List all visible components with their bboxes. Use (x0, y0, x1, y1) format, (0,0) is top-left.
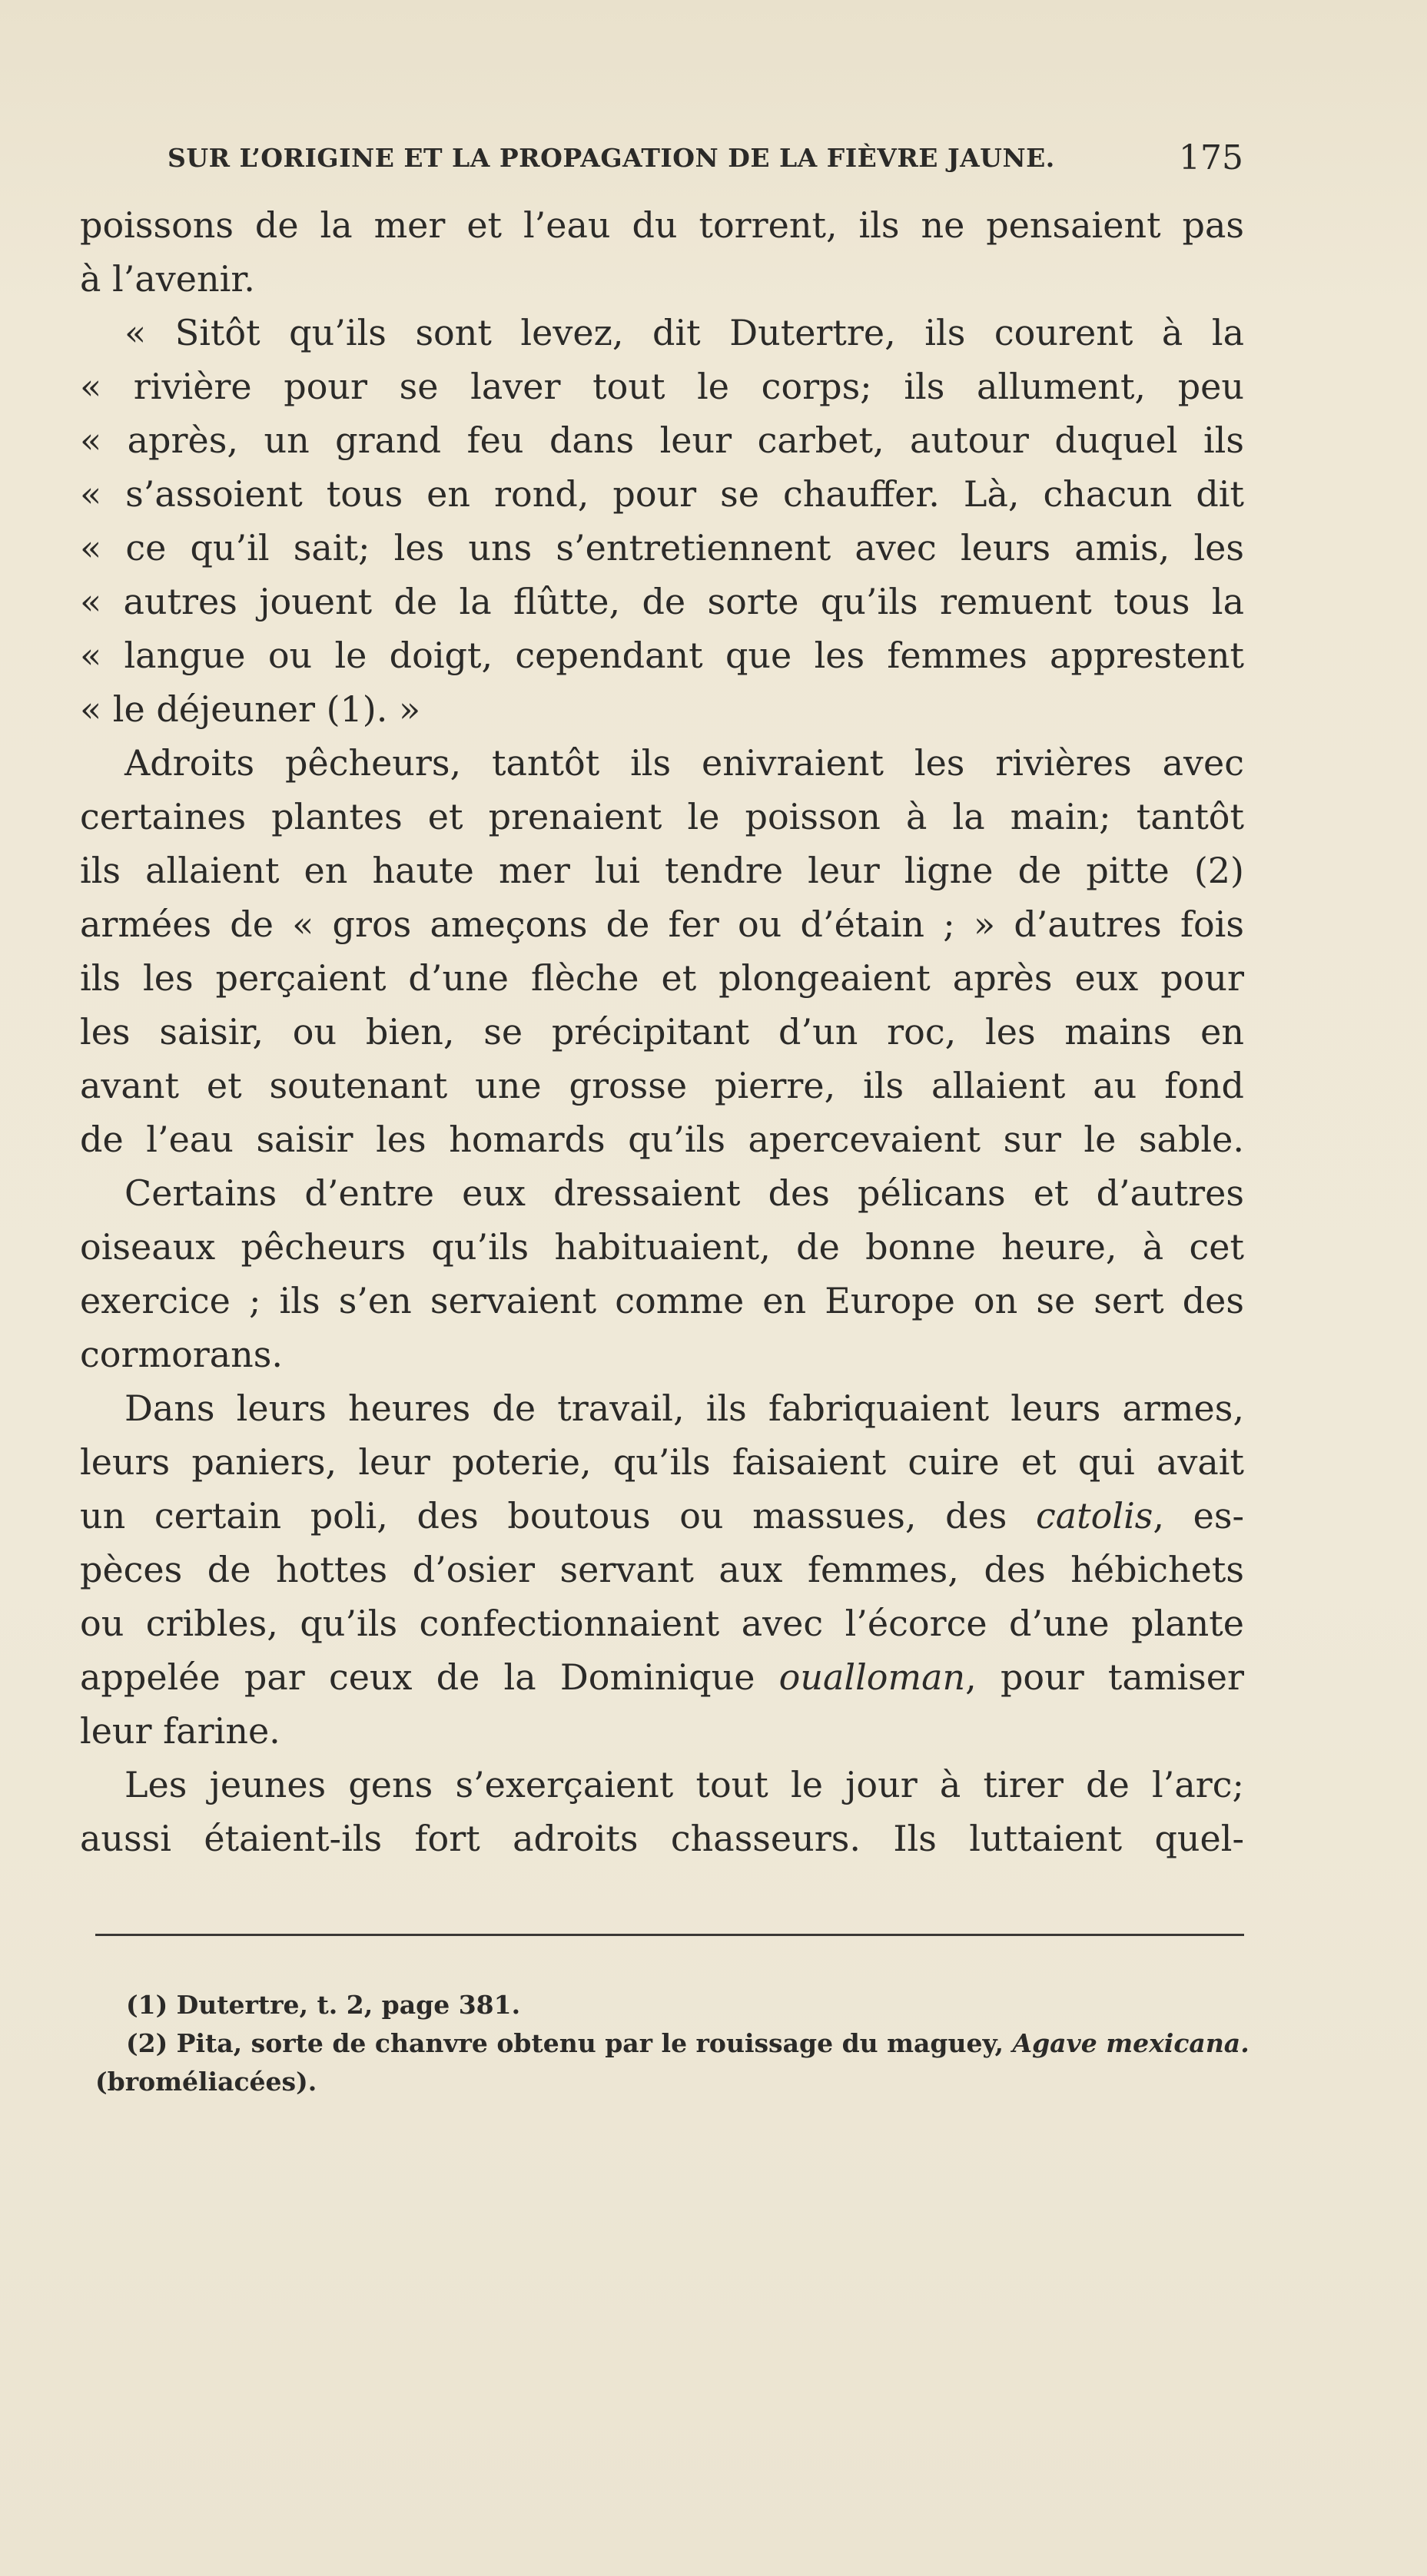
text-line: oiseaux pêcheurs qu’ils habituaient, de bonne heure, à cet (80, 1226, 1244, 1268)
text-line (80, 1650, 1244, 1704)
text-line: à l’avenir. (80, 258, 255, 300)
text-line: avant et soutenant une grosse pierre, ils allaient au fond (80, 1065, 1244, 1106)
text-line: poissons de la mer et l’eau du torrent, ils ne pensaient pas (80, 204, 1244, 246)
text-line: leur farine. (80, 1710, 280, 1752)
text-line: ils les perçaient d’une flèche et plongeaient après eux pour (80, 957, 1244, 999)
text-line: « Sitôt qu’ils sont levez, dit Dutertre, ils courent à la (124, 312, 1244, 353)
text-line: « autres jouent de la flûtte, de sorte qu’ils remuent tous la (80, 581, 1244, 622)
page-number: 175 (1179, 138, 1243, 177)
text-line: « le déjeuner (1). » (80, 688, 421, 730)
text-span: , pour tamiser (965, 1656, 1244, 1698)
text-line: « langue ou le doigt, cependant que les femmes apprestent (80, 635, 1244, 676)
running-head: SUR L’ORIGINE ET LA PROPAGATION DE LA FIÈVRE JAUNE. (168, 143, 1055, 173)
text-line: ils allaient en haute mer lui tendre leur ligne de pitte (2) (80, 850, 1244, 891)
text-line: les saisir, ou bien, se précipitant d’un roc, les mains en (80, 1011, 1244, 1053)
text-line: certaines plantes et prenaient le poisson à la main; tantôt (80, 796, 1244, 837)
text-span: , es- (1153, 1495, 1244, 1537)
text-line: « s’assoient tous en rond, pour se chauffer. Là, chacun dit (80, 473, 1244, 515)
footnotes (95, 1986, 1248, 2101)
text-line: « ce qu’il sait; les uns s’entretiennent avec leurs amis, les (80, 527, 1244, 569)
text-line: Adroits pêcheurs, tantôt ils enivraient les rivières avec (124, 742, 1244, 784)
italic-term: oualloman (778, 1656, 966, 1698)
text-line (80, 1489, 1244, 1543)
footnote-2-text: (2) Pita, sorte de chanvre obtenu par le rouissage du maguey, (126, 2028, 1004, 2058)
text-line: ou cribles, qu’ils confectionnaient avec l’écorce d’une plante (80, 1603, 1244, 1644)
text-line: aussi étaient-ils fort adroits chasseurs. Ils luttaient quel- (80, 1818, 1244, 1859)
footnote-2-species: Agave mexicana. (1012, 2028, 1249, 2058)
text-line: Les jeunes gens s’exerçaient tout le jour à tirer de l’arc; (124, 1764, 1244, 1805)
text-line: de l’eau saisir les homards qu’ils apercevaient sur le sable. (80, 1119, 1244, 1160)
footnote-2-continuation: (broméliacées). (95, 2067, 317, 2097)
text-line: Certains d’entre eux dressaient des pélicans et d’autres (124, 1172, 1244, 1214)
text-line: leurs paniers, leur poterie, qu’ils faisaient cuire et qui avait (80, 1441, 1244, 1483)
text-line: cormorans. (80, 1334, 284, 1375)
text-line: Dans leurs heures de travail, ils fabriquaient leurs armes, (124, 1387, 1244, 1429)
text-line: pèces de hottes d’osier servant aux femmes, des hébichets (80, 1549, 1244, 1590)
footnote-2 (95, 2024, 1248, 2063)
text-span: appelée par ceux de la Dominique (80, 1656, 755, 1698)
footnote-rule (95, 1934, 1244, 1936)
italic-term: catolis (1035, 1495, 1153, 1537)
text-span: un certain poli, des boutous ou massues, des (80, 1495, 1007, 1537)
text-line: exercice ; ils s’en servaient comme en Europe on se sert des (80, 1280, 1244, 1321)
footnote-1: (1) Dutertre, t. 2, page 381. (126, 1990, 521, 2020)
body-text (80, 198, 1244, 1865)
text-line: armées de « gros ameçons de fer ou d’étain ; » d’autres fois (80, 903, 1244, 945)
text-line: « après, un grand feu dans leur carbet, autour duquel ils (80, 419, 1244, 461)
text-line: « rivière pour se laver tout le corps; ils allument, peu (80, 366, 1244, 407)
page-header (168, 138, 1243, 184)
